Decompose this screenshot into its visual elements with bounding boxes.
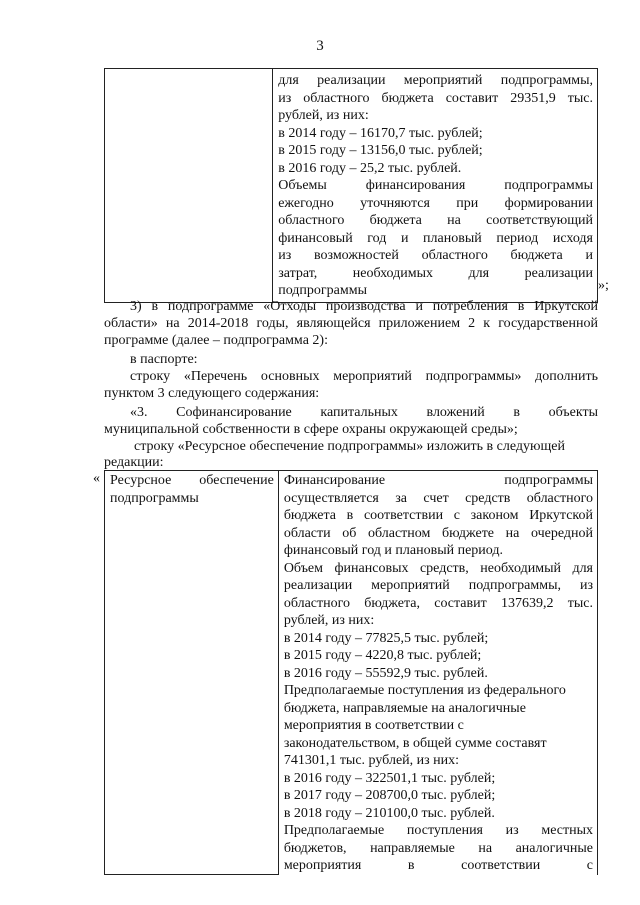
passport-value-cell bbox=[273, 69, 598, 303]
table-text-line: в 2016 году – 322501,1 тыс. рублей; bbox=[283, 770, 496, 786]
body-text-line: программе (далее – подпрограмма 2): bbox=[104, 333, 328, 348]
passport-label-cell-empty bbox=[105, 69, 273, 303]
table-text-line: Объемы финансирования подпрограммы bbox=[278, 178, 593, 193]
table-text-line: ежегодно уточняются при формировании bbox=[278, 195, 593, 211]
table-text-line: из областного бюджета составит 29351,9 тыс. bbox=[278, 90, 593, 106]
table-text-line: осуществляется за счет средств областного bbox=[283, 490, 593, 506]
passport-table-fragment bbox=[104, 68, 598, 303]
body-text-line: редакции: bbox=[104, 455, 164, 470]
closing-quote-mark: »; bbox=[598, 278, 609, 293]
table-text-line: законодательством, в общей сумме составят bbox=[283, 735, 547, 751]
body-text-line: области» на 2014-2018 годы, являющейся приложением 2 к государственной bbox=[104, 316, 598, 331]
table-text-line: рублей, из них: bbox=[283, 613, 375, 628]
table-text-line: рублей, из них: bbox=[278, 108, 369, 123]
table-text-line: финансовый год и плановый период. bbox=[283, 543, 504, 558]
resource-label-line: подпрограммы bbox=[110, 490, 199, 506]
table-text-line: в 2016 году – 25,2 тыс. рублей. bbox=[278, 160, 462, 176]
table-text-line: в 2018 году – 210100,0 тыс. рублей. bbox=[283, 805, 495, 821]
body-text-line: «3. Софинансирование капитальных вложений в объекты bbox=[130, 405, 598, 420]
opening-quote-mark: « bbox=[93, 471, 100, 486]
table-text-line: из возможностей областного бюджета и bbox=[278, 248, 593, 263]
body-text-line: строку «Перечень основных мероприятий подпрограммы» дополнить bbox=[130, 369, 598, 384]
body-text-line: муниципальной собственности в сфере охраны окружающей среды»; bbox=[104, 422, 518, 437]
table-text-line: в 2016 году – 55592,9 тыс. рублей. bbox=[283, 665, 488, 681]
body-text-line: 3) в подпрограмме «Отходы производства и потребления в Иркутской bbox=[130, 299, 598, 314]
table-text-line: в 2014 году – 16170,7 тыс. рублей; bbox=[278, 125, 483, 141]
body-text-line: пунктом 3 следующего содержания: bbox=[104, 386, 320, 401]
table-text-line: подпрограммы bbox=[278, 283, 368, 298]
table-text-line: областного бюджета на соответствующий bbox=[278, 213, 593, 228]
table-text-line: в 2015 году – 4220,8 тыс. рублей; bbox=[283, 648, 482, 663]
table-text-line: областного бюджета, составит 137639,2 тыс. bbox=[283, 595, 593, 611]
table-text-line: затрат, необходимых для реализации bbox=[278, 265, 593, 281]
table-text-line: в 2014 году – 77825,5 тыс. рублей; bbox=[283, 630, 489, 646]
table-text-line: для реализации мероприятий подпрограммы, bbox=[278, 73, 593, 88]
table-text-line: бюджета в соответствии с законом Иркутской bbox=[283, 508, 593, 523]
table-text-line: финансовый год и плановый период исходя bbox=[278, 230, 593, 246]
table-text-line: области об областном бюджете на очередной bbox=[283, 525, 593, 541]
resource-label-line: Ресурсное обеспечение bbox=[110, 473, 274, 488]
resource-label-cell bbox=[105, 471, 279, 875]
body-text-line: строку «Ресурсное обеспечение подпрограммы» изложить в следующей bbox=[134, 439, 565, 454]
body-text-line: в паспорте: bbox=[130, 352, 198, 367]
table-text-line: бюджета, направляемые на аналогичные bbox=[283, 700, 526, 716]
table-text-line: бюджетов, направляемые на аналогичные bbox=[283, 840, 593, 856]
table-text-line: мероприятия в соответствии с bbox=[283, 718, 464, 733]
table-text-line: Предполагаемые поступления из местных bbox=[283, 823, 593, 838]
page-number: 3 bbox=[316, 38, 324, 54]
table-text-line: в 2015 году – 13156,0 тыс. рублей; bbox=[278, 143, 483, 158]
resource-value-cell bbox=[278, 471, 597, 875]
table-text-line: реализации мероприятий подпрограммы, из bbox=[283, 578, 593, 593]
table-text-line: в 2017 году – 208700,0 тыс. рублей; bbox=[283, 788, 496, 803]
resource-table bbox=[104, 470, 598, 875]
table-text-line: 741301,1 тыс. рублей, из них: bbox=[283, 753, 460, 768]
table-text-line: мероприятия в соответствии с bbox=[283, 858, 593, 873]
table-text-line: Предполагаемые поступления из федерального bbox=[283, 683, 566, 698]
table-text-line: Объем финансовых средств, необходимый для bbox=[283, 560, 593, 576]
table-text-line: Финансирование подпрограммы bbox=[283, 473, 593, 488]
